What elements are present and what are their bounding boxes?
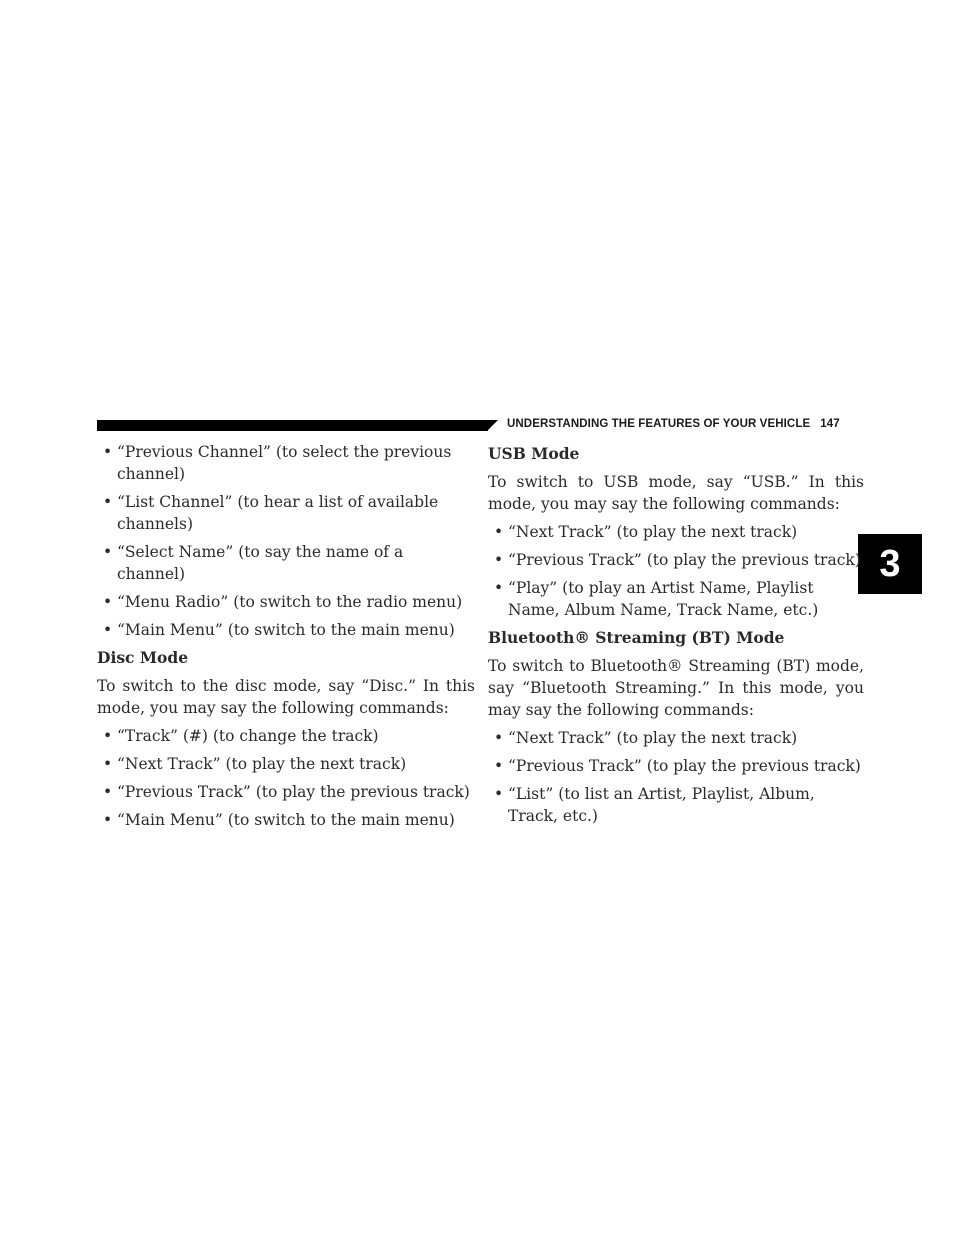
section-title: UNDERSTANDING THE FEATURES OF YOUR VEHICLE [507,418,811,430]
header-rule [97,420,488,431]
list-item: • “Track” (#) (to change the track) [97,725,475,747]
chapter-tab: 3 [858,534,922,594]
running-header [507,418,840,430]
list-item: • “Next Track” (to play the next track) [97,753,475,775]
list-item: • “Previous Track” (to play the previous track) [488,755,864,777]
list-item: • “Previous Track” (to play the previous track) [488,549,864,571]
bt-mode-heading: Bluetooth® Streaming (BT) Mode [488,628,785,647]
disc-mode-intro: To switch to the disc mode, say “Disc.” In this mode, you may say the following commands: [97,677,475,717]
disc-mode-heading: Disc Mode [97,648,189,667]
usb-mode-heading: USB Mode [488,444,580,463]
list-item: • “Next Track” (to play the next track) [488,521,864,543]
list-item: • “List Channel” (to hear a list of available channels) [97,491,475,535]
left-column [97,441,475,837]
list-item: • “Previous Channel” (to select the previous channel) [97,441,475,485]
list-item: • “Main Menu” (to switch to the main menu) [97,809,475,831]
list-item: • “Select Name” (to say the name of a channel) [97,541,475,585]
bt-mode-intro: To switch to Bluetooth® Streaming (BT) mode, say “Bluetooth Streaming.” In this mode, you may say the following commands: [488,657,864,719]
page-number: 147 [820,418,840,430]
list-item: • “Previous Track” (to play the previous track) [97,781,475,803]
right-column [488,441,864,833]
list-item: • “List” (to list an Artist, Playlist, Album, Track, etc.) [488,783,864,827]
list-item: • “Next Track” (to play the next track) [488,727,864,749]
header-rule-wedge [487,420,498,431]
list-item: • “Play” (to play an Artist Name, Playlist Name, Album Name, Track Name, etc.) [488,577,864,621]
list-item: • “Menu Radio” (to switch to the radio menu) [97,591,475,613]
usb-mode-intro: To switch to USB mode, say “USB.” In this mode, you may say the following commands: [488,473,864,513]
list-item: • “Main Menu” (to switch to the main menu) [97,619,475,641]
